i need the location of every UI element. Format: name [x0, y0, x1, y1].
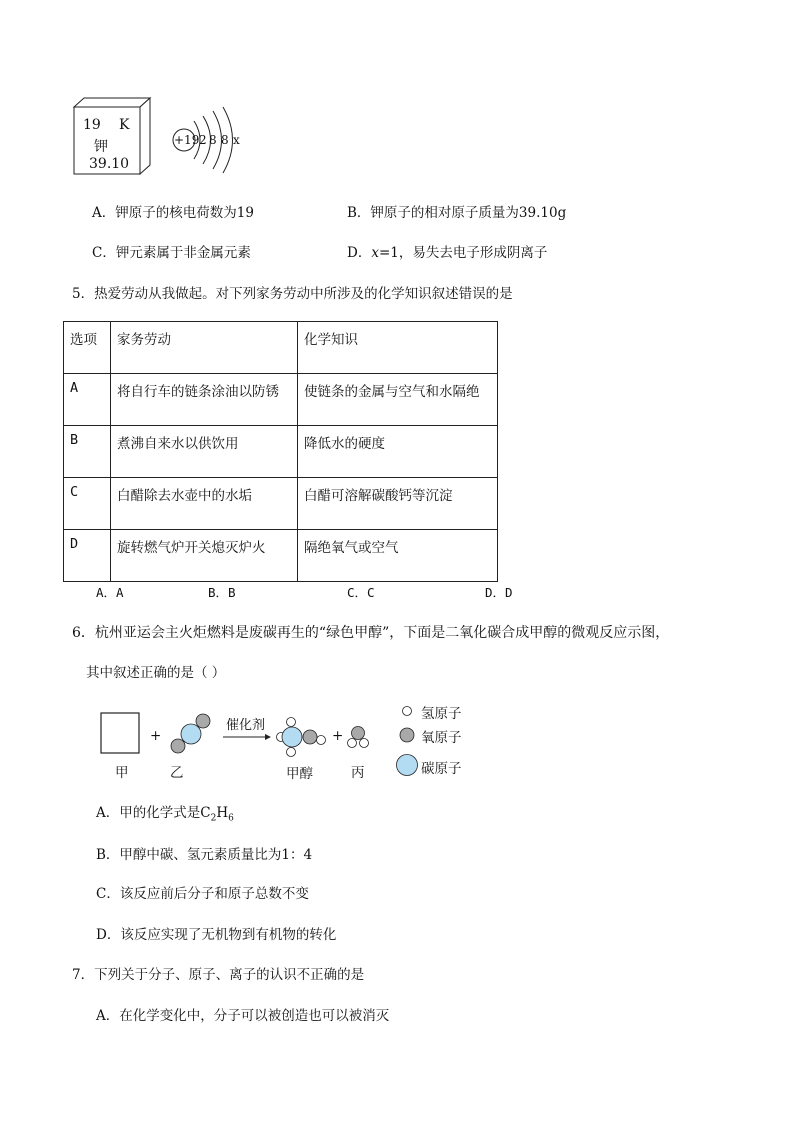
table-cell: A	[64, 374, 111, 426]
label-jia: 甲	[115, 765, 129, 781]
q4-option-d-rest: =1，易失去电子形成阴离子	[378, 245, 548, 261]
table-cell: 白醋可溶解碳酸钙等沉淀	[298, 478, 498, 530]
element-symbol: K	[119, 117, 130, 133]
shell-3: 8	[221, 133, 229, 147]
oxygen-atom	[352, 727, 365, 740]
q6-option-a[interactable]	[96, 801, 234, 824]
table-header-cell: 选项	[64, 322, 111, 374]
catalyst-label: 催化剂	[226, 718, 266, 733]
table-header-cell: 化学知识	[298, 322, 498, 374]
table-header-cell: 家务劳动	[111, 322, 298, 374]
hydrogen-atom	[317, 736, 326, 745]
q7-stem: 7．下列关于分子、原子、离子的认识不正确的是	[72, 967, 365, 983]
q6-option-c[interactable]: C．该反应前后分子和原子总数不变	[96, 886, 309, 902]
q5-option-c[interactable]: C．C	[347, 585, 375, 600]
q4-option-b[interactable]: B．钾原子的相对原子质量为39.10g	[347, 205, 567, 221]
carbon-legend-icon	[397, 755, 418, 776]
hydrogen-atom	[360, 739, 369, 748]
table-cell: 隔绝氧气或空气	[298, 530, 498, 582]
table-header-row	[64, 322, 498, 374]
label-yi: 乙	[170, 765, 184, 781]
table-cell: C	[64, 478, 111, 530]
table-row	[64, 530, 498, 582]
shell-1: 2	[199, 133, 207, 147]
label-bing: 丙	[351, 765, 365, 781]
q4-option-a[interactable]: A．钾原子的核电荷数为19	[92, 205, 254, 221]
q6-stem-line2: 其中叙述正确的是（ ）	[86, 665, 226, 681]
q6-option-a-mid: H	[216, 805, 229, 821]
q4-option-d[interactable]	[347, 241, 547, 261]
q6-option-d[interactable]: D．该反应实现了无机物到有机物的转化	[96, 927, 337, 943]
table-row	[64, 426, 498, 478]
table-cell: 将自行车的链条涂油以防锈	[111, 374, 298, 426]
table-row	[64, 478, 498, 530]
table-cell: D	[64, 530, 111, 582]
element-number: 19	[83, 117, 101, 133]
shell-2: 8	[209, 133, 217, 147]
table-cell: 旋转燃气炉开关熄灭炉火	[111, 530, 298, 582]
table-cell: B	[64, 426, 111, 478]
oxygen-atom	[196, 714, 210, 728]
hydrogen-atom	[287, 748, 296, 757]
nucleus-charge: +19	[174, 133, 200, 147]
atom-legend-symbols	[394, 700, 420, 780]
q4-option-d-var: x	[371, 245, 379, 261]
element-name: 钾	[94, 139, 108, 155]
table-row	[64, 374, 498, 426]
carbon-atom	[282, 727, 302, 747]
oxygen-legend-icon	[400, 728, 414, 742]
plus-sign: +	[150, 728, 162, 744]
reactant-jia-box	[101, 713, 139, 753]
q5-option-d[interactable]: D．D	[485, 585, 513, 600]
table-cell: 煮沸自来水以供饮用	[111, 426, 298, 478]
q5-option-b[interactable]: B．B	[208, 585, 236, 600]
q4-option-c[interactable]: C．钾元素属于非金属元素	[92, 245, 251, 261]
element-mass: 39.10	[89, 156, 130, 172]
shell-4: x	[233, 133, 240, 147]
q5-stem: 5．热爱劳动从我做起。对下列家务劳动中所涉及的化学知识叙述错误的是	[72, 286, 513, 302]
carbon-atom	[181, 724, 201, 744]
oxygen-atom	[303, 730, 317, 744]
subscript: 2	[210, 813, 217, 824]
subscript: 6	[228, 813, 234, 824]
q6-option-b[interactable]: B．甲醇中碳、氢元素质量比为1：4	[96, 847, 313, 863]
q6-stem-line1: 6．杭州亚运会主火炬燃料是废碳再生的“绿色甲醇”，下面是二氧化碳合成甲醇的微观反应示图，	[72, 625, 670, 641]
plus-sign: +	[332, 728, 344, 744]
label-methanol: 甲醇	[286, 766, 313, 782]
oxygen-atom	[171, 739, 185, 753]
q6-option-a-text: A．甲的化学式是C	[96, 805, 211, 821]
hydrogen-atom	[287, 718, 296, 727]
q5-table	[63, 321, 498, 582]
legend-carbon: 碳原子	[421, 761, 462, 777]
table-cell: 降低水的硬度	[298, 426, 498, 478]
hydrogen-legend-icon	[403, 707, 412, 716]
q4-option-d-prefix: D．	[347, 245, 372, 261]
hydrogen-atom	[348, 739, 357, 748]
table-cell: 白醋除去水壶中的水垢	[111, 478, 298, 530]
q7-option-a[interactable]: A．在化学变化中，分子可以被创造也可以被消灭	[96, 1008, 390, 1024]
legend-oxygen: 氧原子	[421, 730, 462, 746]
legend-hydrogen: 氢原子	[421, 706, 462, 722]
q5-option-a[interactable]: A．A	[96, 585, 124, 600]
table-cell: 使链条的金属与空气和水隔绝	[298, 374, 498, 426]
